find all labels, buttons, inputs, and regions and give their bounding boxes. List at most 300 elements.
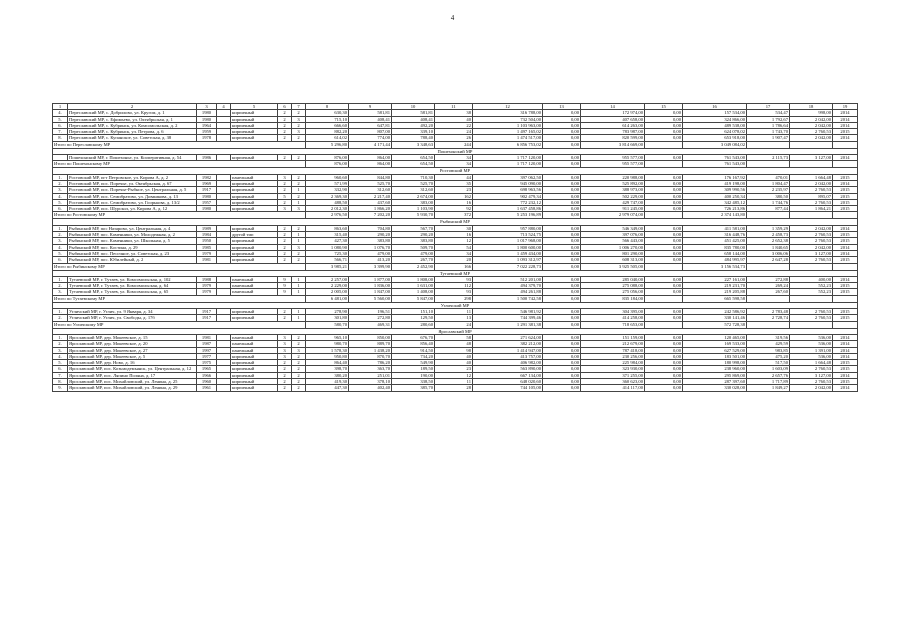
total-cost-cell: 316 788,00 [473,110,543,116]
total-cost-cell: 744 399,46 [473,315,543,321]
address-cell: Переславский МР, с. Ефимьево, ул. Октябрьская, д. 1 [68,116,197,122]
page-number: 4 [450,14,455,22]
year-cell: 1984 [197,232,217,238]
wall-material-cell: кирпичный [231,199,278,205]
regional-fund-cell: 397 076,00 [581,232,645,238]
subtotal-residential-area: 654,50 [392,161,435,168]
residents-cell: 112 [435,283,473,289]
plan-year-cell: 2015 [833,283,858,289]
address-cell: Рыбинский МР, пос. Костина, д. 29 [68,244,197,250]
subtotal-max-unit-cost [790,212,833,219]
row-number: 9. [53,385,68,391]
regional-fund-cell: 285 040,00 [581,276,645,282]
residential-area-cell: 914,50 [392,347,435,353]
wall-material-cell: панельный [231,276,278,282]
total-cost-cell: 1 497 165,02 [473,129,543,135]
owner-funds-cell: 484 995,97 [683,257,747,263]
subtotal-residential-area: 3 348,63 [392,141,435,148]
wall-material-cell: другой тип [231,232,278,238]
total-area-cell: 2 005,00 [306,289,349,295]
unit-cost-cell: 1 603,09 [747,366,790,372]
address-cell: Переславский МР, с. Кубринск, ул. Комсомольская, д. 2 [68,122,197,128]
floors-cell: 3 [278,334,292,340]
regional-fund-cell: 304 395,00 [581,309,645,315]
wall-material-cell: кирпичный [231,206,278,212]
unit-cost-cell: 475,20 [747,353,790,359]
residential-area-cell: 1 631,00 [392,283,435,289]
living-area-cell: 413,20 [349,257,392,263]
total-cost-cell: 1 103 963,00 [473,122,543,128]
residents-cell: 93 [435,276,473,282]
residents-cell: 54 [435,244,473,250]
total-cost-cell: 563 890,00 [473,366,543,372]
year-cell: 1917 [197,187,217,193]
regional-fund-cell: 546 349,00 [581,225,645,231]
unit-cost-cell: 1 907,47 [747,135,790,141]
total-cost-cell: 1 800 600,00 [473,244,543,250]
address-cell: Ростовский МР, пос. Семибратово, ул. Довжикова, д. 13 [68,193,197,199]
year-cell: 1961 [197,385,217,391]
total-area-cell: 332,90 [306,187,349,193]
total-cost-cell: 1 414 947,00 [473,347,543,353]
year-cell: 1975 [197,360,217,366]
subtotal-living-area: 3 399,90 [349,263,392,270]
local-budget-cell: 0,00 [645,122,683,128]
local-budget-cell: 0,00 [645,187,683,193]
subtotal-regional-fund: 3 814 669,00 [581,141,645,148]
subtotal-cost: 5 253 196,89 [473,212,543,219]
residents-cell: 16 [435,232,473,238]
living-area-cell: 850,00 [349,334,392,340]
row-number: 1. [53,174,68,180]
district-section-title: Угличский МР [53,302,858,308]
column-number-header: 5 [231,104,278,110]
total-cost-cell: 494 261,88 [473,289,543,295]
entrances-cell: 3 [292,129,306,135]
wall-material-cell: кирпичный [231,110,278,116]
subtotal-fund: 0,00 [543,263,581,270]
regional-fund-cell: 502 229,00 [581,193,645,199]
wall-material-cell: кирпичный [231,257,278,263]
floors-cell: 2 [278,385,292,391]
floors-cell: 2 [278,180,292,186]
residential-area-cell: 734,20 [392,353,435,359]
wall-material-cell: кирпичный [231,353,278,359]
residents-cell: 40 [435,353,473,359]
row-number: 6. [53,366,68,372]
subtotal-living-area: 864,00 [349,161,392,168]
district-subtotal-row [53,295,858,302]
owner-funds-cell: 180 998,00 [683,360,747,366]
fund-cell: 0,00 [543,244,581,250]
entrances-cell: 2 [292,180,306,186]
owner-funds-cell: 835 780,00 [683,244,747,250]
owner-funds-cell: 295 869,00 [683,372,747,378]
residential-area-cell: 581,81 [392,110,435,116]
subtotal-label: Итого по Тутаевскому МР [53,295,306,302]
total-area-cell: 571,99 [306,180,349,186]
fund-cell: 0,00 [543,366,581,372]
year-cell: 1957 [197,199,217,205]
row-number: 3. [53,347,68,353]
year-cell: 1959 [197,129,217,135]
unit-cost-cell: 517,50 [747,360,790,366]
total-area-cell: 666,60 [306,122,349,128]
subtotal-local-budget [645,263,683,270]
regional-fund-cell: 787 418,00 [581,347,645,353]
regional-fund-cell: 275 088,00 [581,283,645,289]
subtotal-plan-year [833,141,858,148]
max-unit-cost-cell: 2 042,00 [790,116,833,122]
entrances-cell: 3 [292,347,306,353]
entrances-cell: 1 [292,199,306,205]
plan-year-cell: 2015 [833,199,858,205]
subtotal-cost: 1 717 120,00 [473,161,543,168]
entrances-cell: 2 [292,225,306,231]
fund-cell: 0,00 [543,187,581,193]
total-area-cell: 1 080,90 [306,244,349,250]
total-cost-cell: 1 017 968,00 [473,238,543,244]
plan-year-cell: 2015 [833,366,858,372]
unit-cost-cell: 1 840,65 [747,244,790,250]
plan-year-cell: 2014 [833,180,858,186]
residents-cell: 20 [435,257,473,263]
total-area-cell: 301,80 [306,315,349,321]
entrances-cell: 2 [292,334,306,340]
regional-fund-cell: 388 973,00 [581,187,645,193]
wall-material-cell: кирпичный [231,372,278,378]
residential-area-cell: 710,30 [392,174,435,180]
residents-cell: 28 [435,385,473,391]
max-unit-cost-cell: 552,23 [790,289,833,295]
district-section-title: Ростовский МР [53,168,858,174]
living-area-cell: 251,01 [349,372,392,378]
subtotal-local-budget [645,295,683,302]
subtotal-max-unit-cost [790,263,833,270]
plan-year-cell: 2015 [833,206,858,212]
address-cell: Тутаевский МР, г. Тутаев, ул. Комсомольская, д. 64 [68,283,197,289]
row-number: 3. [53,238,68,244]
living-area-cell: 272,80 [349,315,392,321]
local-budget-cell: 0,00 [645,347,683,353]
year-cell: 1980 [197,116,217,122]
total-cost-cell: 1 474 517,00 [473,135,543,141]
row-number: 6. [53,257,68,263]
residential-area-cell: 1 103,90 [392,206,435,212]
subtotal-living-area: 469,31 [349,321,392,328]
wall-material-cell: кирпичный [231,135,278,141]
wall-material-cell: кирпичный [231,187,278,193]
living-area-cell: 807,00 [349,129,392,135]
column-number-header: 7 [292,104,306,110]
fund-cell: 0,00 [543,155,581,161]
local-budget-cell: 0,00 [645,283,683,289]
total-area-cell: 614,02 [306,135,349,141]
regional-fund-cell: 172 974,00 [581,110,645,116]
plan-year-cell: 2015 [833,232,858,238]
fund-cell: 0,00 [543,250,581,256]
unit-cost-cell: 272,88 [747,276,790,282]
wall-material-cell: кирпичный [231,225,278,231]
plan-year-cell: 2015 [833,378,858,384]
total-area-cell: 2 369,30 [306,193,349,199]
plan-year-cell: 2014 [833,334,858,340]
buildings-table-container [52,103,857,392]
plan-year-cell: 2015 [833,315,858,321]
subtotal-label: Итого по Пошехонскому МР [53,161,306,168]
total-cost-cell: 271 624,00 [473,334,543,340]
row-number: 6. [53,122,68,128]
subtotal-total-area: 2 976,50 [306,212,349,219]
subtotal-living-area: 5 560,00 [349,295,392,302]
total-cost-cell: 945 090,00 [473,180,543,186]
entrances-cell: 3 [292,206,306,212]
owner-funds-cell: 120 465,00 [683,334,747,340]
local-budget-cell: 0,00 [645,334,683,340]
living-area-cell: 378,10 [349,378,392,384]
residents-cell: 26 [435,135,473,141]
living-area-cell: 704,80 [349,225,392,231]
residents-cell: 16 [435,199,473,205]
district-subtotal-row [53,141,858,148]
residential-area-cell: 654,50 [392,155,435,161]
local-budget-cell: 0,00 [645,276,683,282]
subtotal-plan-year [833,161,858,168]
regional-fund-cell: 414 117,00 [581,385,645,391]
address-cell: Ростовский МР, пос. Поречье-Рыбное, ул. Центральная, д. 5 [68,187,197,193]
subtotal-plan-year [833,212,858,219]
fund-cell: 0,00 [543,110,581,116]
row-number: 3. [53,187,68,193]
residents-cell: 40 [435,360,473,366]
unit-cost-cell: 2 652,38 [747,238,790,244]
subtotal-total-area: 580,70 [306,321,349,328]
total-cost-cell: 382 212,00 [473,341,543,347]
fund-cell: 0,00 [543,309,581,315]
local-budget-cell: 0,00 [645,110,683,116]
entrances-cell: 2 [292,372,306,378]
max-unit-cost-cell: 2 760,53 [790,309,833,315]
max-unit-cost-cell: 2 760,53 [790,257,833,263]
total-cost-cell: 698 963,56 [473,187,543,193]
living-area-cell: 383,80 [349,238,392,244]
subtotal-cost: 7 022 228,73 [473,263,543,270]
year-cell: 1977 [197,353,217,359]
residents-cell: 12 [435,238,473,244]
regional-fund-cell: 371 255,00 [581,372,645,378]
fund-cell: 0,00 [543,180,581,186]
unit-cost-cell: 2 783,48 [747,309,790,315]
subtotal-label: Итого по Переславскому МР [53,141,306,148]
wall-material-cell: кирпичный [231,193,278,199]
entrances-cell: 2 [292,353,306,359]
unit-cost-cell: 983,85 [747,347,790,353]
residents-cell: 35 [435,180,473,186]
total-cost-cell: 902 479,34 [473,193,543,199]
row-number: 8. [53,135,68,141]
entrances-cell: 2 [292,110,306,116]
living-area-cell: 312,60 [349,187,392,193]
year-cell: 1988 [197,276,217,282]
row-number: 1. [53,225,68,231]
local-budget-cell: 0,00 [645,116,683,122]
owner-funds-cell: 219 205,88 [683,289,747,295]
column-number-header: 6 [278,104,292,110]
column-number-header: 15 [645,104,683,110]
plan-year-cell: 2014 [833,250,858,256]
unit-cost-cell: 1 786,64 [747,122,790,128]
plan-year-cell: 2014 [833,347,858,353]
max-unit-cost-cell: 2 760,53 [790,199,833,205]
unit-cost-cell: 2 458,73 [747,232,790,238]
fund-cell: 0,00 [543,135,581,141]
max-unit-cost-cell: 1 664,48 [790,360,833,366]
unit-cost-cell: 877,44 [747,206,790,212]
max-unit-cost-cell: 2 042,00 [790,385,833,391]
residents-cell: 12 [435,372,473,378]
floors-cell: 9 [278,289,292,295]
wall-material-cell: кирпичный [231,385,278,391]
subtotal-cost: 6 856 753,02 [473,141,543,148]
floors-cell: 2 [278,199,292,205]
row-number: 7. [53,129,68,135]
entrances-cell: 2 [292,257,306,263]
floors-cell: 2 [278,250,292,256]
entrances-cell: 1 [292,276,306,282]
floors-cell: 2 [278,244,292,250]
total-area-cell: 864,40 [306,360,349,366]
regional-fund-cell: 783 987,00 [581,129,645,135]
residents-cell: 11 [435,378,473,384]
max-unit-cost-cell: 2 042,00 [790,122,833,128]
entrances-cell: 1 [292,232,306,238]
year-cell: 1965 [197,366,217,372]
max-unit-cost-cell: 552,23 [790,283,833,289]
total-area-cell: 447,30 [306,385,349,391]
living-area-cell: 1 877,00 [349,276,392,282]
fund-cell: 0,00 [543,334,581,340]
address-cell: Ярославский МР, дер. Мокеевское, д. 15 [68,334,197,340]
unit-cost-cell: 534,47 [747,110,790,116]
address-cell: Ростовский МР, пос. Семибратово, ул. Гоорькова, д. 13/2 [68,199,197,205]
entrances-cell: 2 [292,122,306,128]
fund-cell: 0,00 [543,257,581,263]
residents-cell: 13 [435,315,473,321]
living-area-cell: 479,00 [349,250,392,256]
residents-cell: 162 [435,193,473,199]
entrances-cell: 1 [292,309,306,315]
residential-area-cell: 549,90 [392,360,435,366]
owner-funds-cell: 176 167,92 [683,174,747,180]
total-cost-cell: 1 717 120,00 [473,155,543,161]
row-number: 5. [53,199,68,205]
local-budget-cell: 0,00 [645,174,683,180]
wall-material-cell: кирпичный [231,180,278,186]
subtotal-unit-cost [747,263,790,270]
column-number-header: 18 [790,104,833,110]
max-unit-cost-cell: 2 042,00 [790,180,833,186]
floors-cell: 2 [278,122,292,128]
unit-cost-cell: 1 792,67 [747,116,790,122]
unit-cost-cell: 380,50 [747,193,790,199]
residential-area-cell: 189,50 [392,366,435,372]
subtotal-regional-fund: 3 925 505,00 [581,263,645,270]
subtotal-label: Итого по Ростовскому МР [53,212,306,219]
subtotal-regional-fund: 955 577,00 [581,161,645,168]
subtotal-total-area: 5 296,80 [306,141,349,148]
wall-material-cell: панельный [231,283,278,289]
row-number: 1. [53,309,68,315]
total-cost-cell: 732 504,00 [473,116,543,122]
subtotal-fund: 0,00 [543,321,581,328]
max-unit-cost-cell: 2 760,53 [790,232,833,238]
living-area-cell: 889,70 [349,341,392,347]
max-unit-cost-cell: 998,00 [790,110,833,116]
entrances-cell: 2 [292,174,306,180]
subtotal-owner-funds: 761 543,00 [683,161,747,168]
plan-year-cell: 2015 [833,257,858,263]
row-number: 4. [53,244,68,250]
plan-year-cell: 2014 [833,244,858,250]
wall-material-cell: кирпичный [231,122,278,128]
row-number: 8. [53,378,68,384]
column-number-header: 11 [435,104,473,110]
fund-cell: 0,00 [543,341,581,347]
unit-cost-cell: 429,59 [747,341,790,347]
local-budget-cell: 0,00 [645,135,683,141]
subtotal-unit-cost [747,212,790,219]
owner-funds-cell: 219 231,70 [683,283,747,289]
subtotal-unit-cost [747,295,790,302]
entrances-cell: 2 [292,366,306,372]
owner-funds-cell: 658 144,00 [683,250,747,256]
subtotal-total-area: 876,00 [306,161,349,168]
max-unit-cost-cell: 2 042,00 [790,244,833,250]
max-unit-cost-cell: 895,07 [790,193,833,199]
residential-area-cell: 492,20 [392,122,435,128]
living-area-cell: 1 847,00 [349,289,392,295]
living-area-cell: 290,20 [349,232,392,238]
wall-material-cell: кирпичный [231,116,278,122]
fund-cell: 0,00 [543,276,581,282]
local-budget-cell: 0,00 [645,225,683,231]
total-area-cell: 965,10 [306,334,349,340]
plan-year-cell: 2015 [833,193,858,199]
year-cell: 1997 [197,347,217,353]
subtotal-fund: 0,00 [543,161,581,168]
unit-cost-cell: 1 849,27 [747,385,790,391]
total-area-cell: 882,20 [306,129,349,135]
local-budget-cell: 0,00 [645,155,683,161]
residential-area-cell: 676,70 [392,334,435,340]
fund-cell: 0,00 [543,360,581,366]
total-cost-cell: 1 459 434,00 [473,250,543,256]
year-cell: 1917 [197,315,217,321]
regional-fund-cell: 429 747,00 [581,199,645,205]
address-cell: Ярославский МР, дер. Ново, д. 16 [68,360,197,366]
year-cell: 1960 [197,378,217,384]
subtotal-fund: 0,00 [543,295,581,302]
fund-cell: 0,00 [543,347,581,353]
entrances-cell: 2 [292,155,306,161]
floors-cell: 3 [278,206,292,212]
year-cell: 1978 [197,135,217,141]
max-unit-cost-cell: 2 760,53 [790,187,833,193]
subtotal-owner-funds: 665 598,58 [683,295,747,302]
max-unit-cost-cell: 3 127,00 [790,250,833,256]
floors-cell: 2 [278,238,292,244]
column-number-header: 4 [217,104,231,110]
